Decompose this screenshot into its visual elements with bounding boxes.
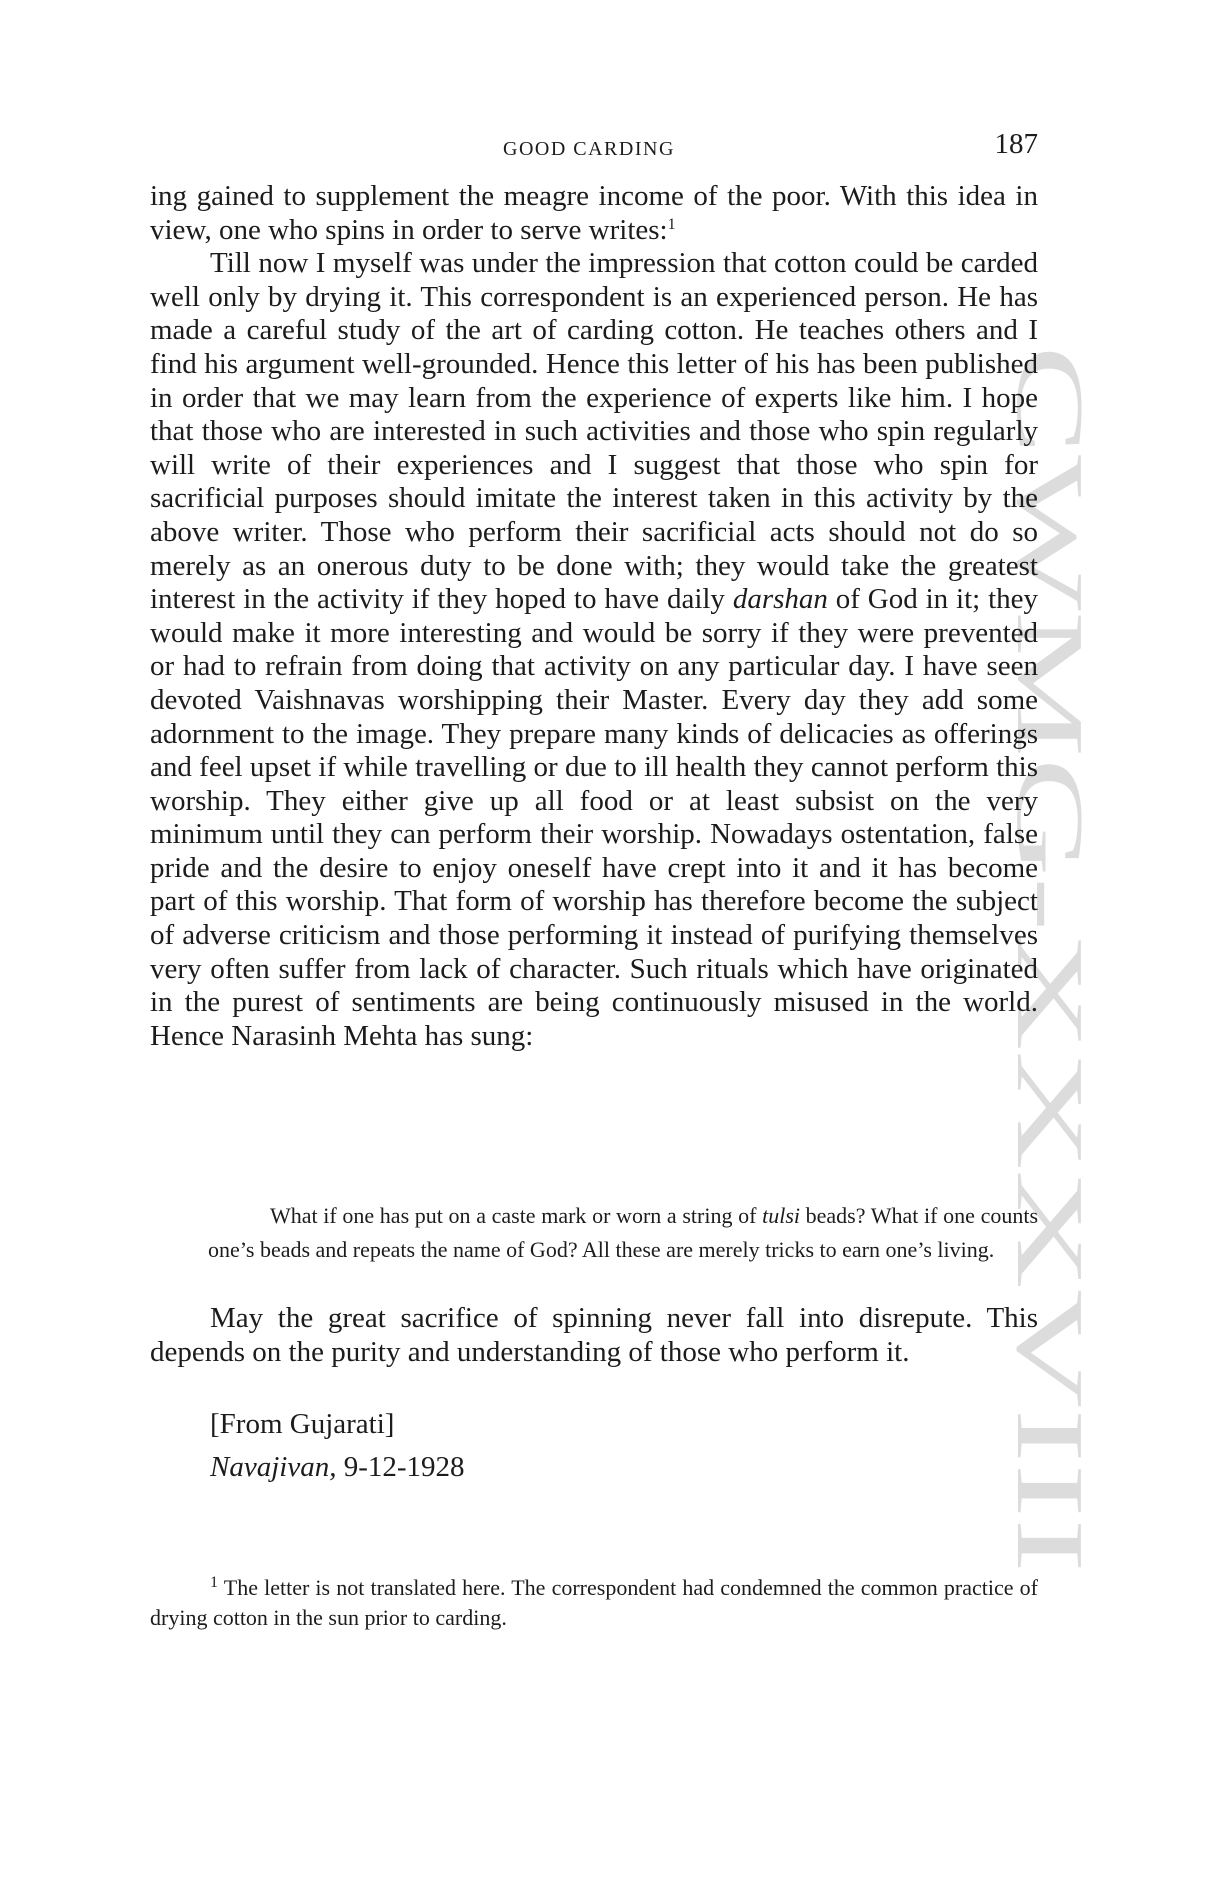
footnote-text: The letter is not translated here. The correspondent had condemned the common practice of drying cotton in the sun prior to carding. bbox=[150, 1575, 1038, 1630]
page-number: 187 bbox=[994, 128, 1038, 160]
footnote-marker: 1 bbox=[210, 1574, 218, 1591]
block-quote bbox=[208, 1199, 1038, 1266]
quote-paragraph bbox=[208, 1199, 1038, 1266]
closing-paragraph: May the great sacrifice of spinning never fall into disrepute. This depends on the purity and understanding of those who perform it. bbox=[150, 1302, 1038, 1368]
body-text bbox=[150, 180, 1038, 1053]
footnote-reference: 1 bbox=[667, 215, 676, 233]
citation-publication: Navajivan, bbox=[210, 1451, 337, 1483]
paragraph-main bbox=[150, 247, 1038, 1053]
paragraph-intro-text: ing gained to supplement the meagre income of the poor. With this idea in view, one who spins in order to serve writes: bbox=[150, 180, 1038, 246]
closing-section bbox=[150, 1302, 1038, 1369]
quote-text-b: beads? What if one counts one’s beads and repeats the name of God? All these are merely tricks to earn one’s living. bbox=[208, 1203, 1039, 1262]
source-note: [From Gujarati] bbox=[210, 1408, 395, 1440]
italic-term-darshan: darshan bbox=[732, 583, 828, 616]
citation-date: 9-12-1928 bbox=[343, 1451, 465, 1483]
footnote-paragraph bbox=[150, 1573, 1038, 1633]
italic-term-tulsi: tulsi bbox=[762, 1203, 800, 1228]
citation bbox=[210, 1451, 465, 1484]
paragraph-main-text-b: of God in it; they would make it more interesting and would be sorry if they were prevented or had to refrain from doing that activity on any particular day. I have seen devoted Vaishnavas worshipping their Master. Every day they add some adornment to the image. They prepare many kinds of delicacies as offerings and feel upset if while travelling or due to ill health they cannot perform this worship. They either give up all food or at least subsist on the very minimum until they can perform their worship. Nowadays ostentation, false pride and the desire to enjoy oneself have crept into it and it has become part of this worship. That form of worship has therefore become the subject of adverse criticism and those performing it instead of purifying themselves very often suffer from lack of character. Such rituals which have originated in the purest of sentiments are being continuously misused in the world. Hence Narasinh Mehta has sung: bbox=[150, 583, 1038, 1052]
footnote bbox=[150, 1573, 1038, 1633]
quote-text-a: What if one has put on a caste mark or worn a string of bbox=[270, 1203, 757, 1228]
running-title: GOOD CARDING bbox=[503, 138, 675, 160]
watermark-text: CWMG-XXXVIII bbox=[997, 345, 1104, 1060]
running-head bbox=[148, 128, 1038, 168]
paragraph-main-text-a: Till now I myself was under the impression that cotton could be carded well only by drying it. This correspondent is an experienced person. He has made a careful study of the art of carding cotton. He teaches others and I find his argument well-grounded. Hence this letter of his has been published in order that we may learn from the experience of experts like him. I hope that those who are interested in such activities and those who spin regularly will write of their experiences and I suggest that those who spin for sacrificial purposes should imitate the interest taken in this activity by the above writer. Those who perform their sacrificial acts should not do so merely as an onerous duty to be done with; they would take the greatest interest in the activity if they hoped to have daily bbox=[150, 247, 1038, 616]
paragraph-intro bbox=[150, 180, 1038, 247]
